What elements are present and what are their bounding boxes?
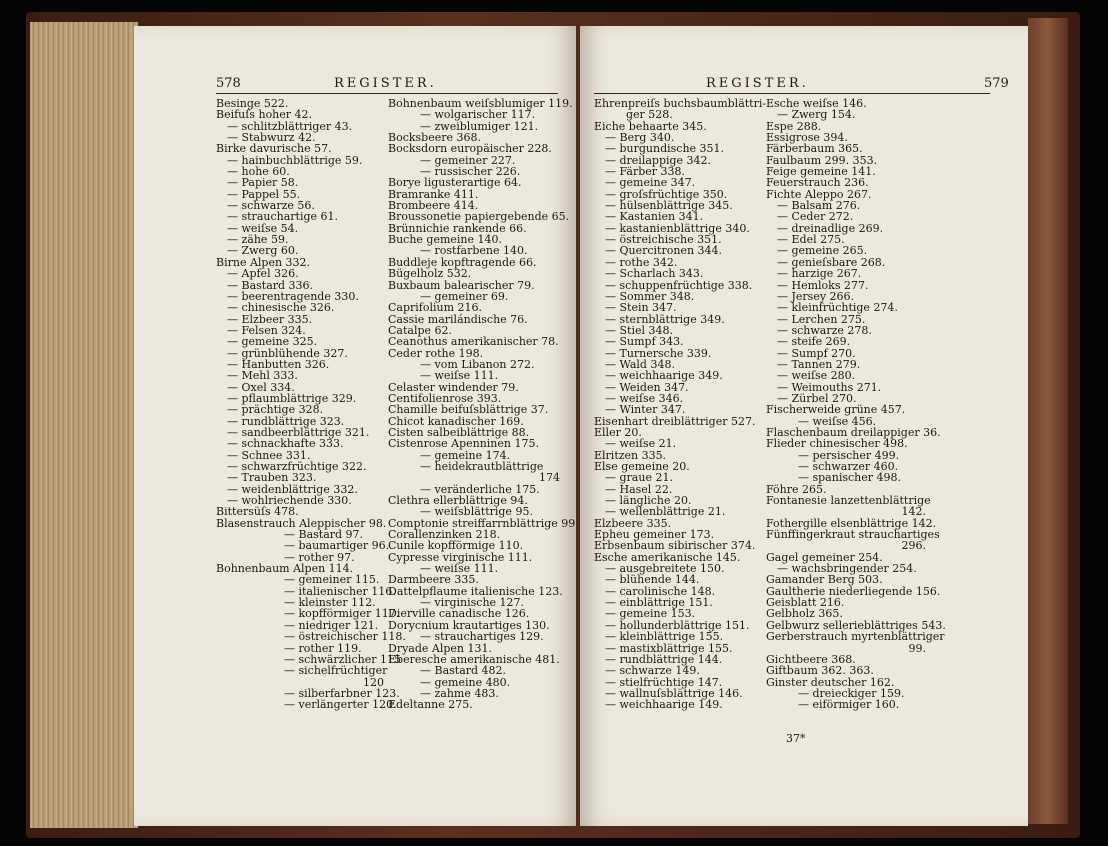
index-entry: — hainbuchblättrige 59.: [227, 153, 363, 167]
index-entry: — veränderliche 175.: [420, 482, 540, 496]
index-entry: — Sommer 348.: [605, 289, 695, 303]
index-entry: — wachsbringender 254.: [777, 562, 917, 576]
index-entry: — hohe 60.: [227, 165, 290, 179]
index-entry: Birne Alpen 332.: [216, 255, 311, 269]
index-entry: — vom Libanon 272.: [420, 357, 535, 371]
index-entry: — Mehl 333.: [227, 369, 298, 383]
index-entry: — weichhaarige 149.: [605, 698, 723, 712]
index-entry: Dierville canadische 126.: [388, 607, 530, 621]
index-entry: — burgundische 351.: [605, 142, 725, 156]
index-entry: Elzbeere 335.: [594, 516, 672, 530]
index-entry: — chinesische 326.: [227, 301, 335, 315]
index-entry: Flaschenbaum dreilappiger 36.: [766, 425, 941, 439]
index-entry: — Trauben 323.: [227, 471, 317, 485]
right-page: [580, 26, 1028, 826]
index-entry: — rostfarbene 140.: [420, 244, 528, 258]
index-entry: — Färber 338.: [605, 165, 685, 179]
index-entry: — gemeiner 115.: [284, 573, 380, 587]
index-entry: Cassie marilándische 76.: [388, 312, 528, 326]
index-entry: Eiche behaarte 345.: [594, 119, 707, 133]
index-entry: Comptonie streiffarrnblättrige 99: [388, 516, 576, 530]
index-entry: — dreieckiger 159.: [798, 686, 905, 700]
index-entry: — Bastard 482.: [420, 664, 507, 678]
index-entry: Gaultherie niederliegende 156.: [766, 584, 941, 598]
index-entry: — gemeine 347.: [605, 176, 696, 190]
header-rule-left: [216, 93, 558, 94]
index-entry: — schwarze 149.: [605, 664, 700, 678]
index-entry: Dryade Alpen 131.: [388, 641, 492, 655]
index-entry: — weiſse 54.: [227, 221, 299, 235]
index-entry: — einblättrige 151.: [605, 596, 713, 610]
index-entry: — prächtige 328.: [227, 403, 324, 417]
index-entry: Buche gemeine 140.: [388, 233, 503, 247]
index-entry: Chamille beifuſsblättrige 37.: [388, 403, 549, 417]
index-entry: Bocksdorn europäischer 228.: [388, 142, 552, 156]
index-entry: Chicot kanadischer 169.: [388, 414, 524, 428]
index-entry: — Hasel 22.: [605, 482, 673, 496]
index-entry: — verlängerter 120.: [284, 698, 397, 712]
index-entry: Caprifolium 216.: [388, 301, 483, 315]
index-entry: Epheu gemeiner 173.: [594, 528, 715, 542]
index-entry: — rundblättrige 323.: [227, 414, 345, 428]
index-column-right-1: [594, 98, 766, 711]
index-entry: — Berg 340.: [605, 131, 675, 145]
index-entry: — silberfarbner 123.: [284, 686, 400, 700]
index-entry: — ausgebreitete 150.: [605, 562, 725, 576]
index-entry: — zähe 59.: [227, 233, 289, 247]
index-entry: — Weimouths 271.: [777, 380, 882, 394]
index-entry: — harzige 267.: [777, 267, 862, 281]
index-entry: — niedriger 121.: [284, 618, 379, 632]
index-entry: Flieder chinesischer 498.: [766, 437, 908, 451]
index-entry: Dorycnium krautartiges 130.: [388, 618, 550, 632]
index-entry: — sichelfrüchtiger: [284, 664, 388, 678]
page-edges-right: [1028, 18, 1068, 824]
index-entry: Celaster windender 79.: [388, 380, 519, 394]
index-entry: — beerentragende 330.: [227, 289, 359, 303]
index-entry: — dreinadlige 269.: [777, 221, 884, 235]
index-entry: — grünblühende 327.: [227, 346, 348, 360]
index-entry: — Balsam 276.: [777, 199, 861, 213]
index-entry: Fischerweide grüne 457.: [766, 403, 906, 417]
index-entry: — zahme 483.: [420, 686, 499, 700]
index-entry: Beifuſs hoher 42.: [216, 108, 313, 122]
index-entry: — Sumpf 343.: [605, 335, 684, 349]
index-entry: — eiförmiger 160.: [798, 698, 900, 712]
index-entry: — schnackhafte 333.: [227, 437, 344, 451]
index-entry: — gemeiner 69.: [420, 289, 509, 303]
index-entry: — Weiden 347.: [605, 380, 689, 394]
index-entry: — Zwerg 154.: [777, 108, 856, 122]
index-entry: — schuppenfrüchtige 338.: [605, 278, 753, 292]
index-entry: — gemeine 265.: [777, 244, 868, 258]
index-entry: — schwarzer 460.: [798, 460, 899, 473]
index-entry: Darmbeere 335.: [388, 573, 479, 587]
index-column-left-1: [216, 97, 406, 712]
index-column-left-2: [388, 97, 576, 712]
index-entry: — virginische 127.: [420, 596, 525, 610]
index-entry: — kastanienblättrige 340.: [605, 221, 750, 235]
index-entry: Besinge 522.: [216, 97, 289, 110]
index-entry: — hülsenblättrige 345.: [605, 199, 733, 213]
index-entry: Birke davurische 57.: [216, 142, 332, 156]
index-entry: — gemeine 325.: [227, 335, 318, 349]
index-entry: — persischer 499.: [798, 448, 900, 462]
index-entry: — kleinblättrige 155.: [605, 630, 724, 644]
index-entry: — heidekrautblättrige: [420, 460, 544, 473]
index-entry: Blasenstrauch Aleppischer 98.: [216, 516, 387, 530]
index-entry: — wolgarischer 117.: [420, 108, 536, 122]
index-entry: Clethra ellerblättrige 94.: [388, 494, 528, 508]
index-entry: Eberesche amerikanische 481.: [388, 652, 560, 666]
index-entry: — steife 269.: [777, 335, 851, 349]
index-entry: — weiſsblättrige 95.: [420, 505, 533, 519]
index-entry: Centifolienrose 393.: [388, 391, 502, 405]
index-entry: — groſsfrüchtige 350.: [605, 187, 728, 201]
index-entry: — Sumpf 270.: [777, 346, 856, 360]
index-entry: Ceanothus amerikanischer 78.: [388, 335, 559, 349]
index-entry: — schwarzfrüchtige 322.: [227, 460, 367, 473]
index-entry: — Pappel 55.: [227, 187, 301, 201]
index-entry: — kleinster 112.: [284, 596, 376, 610]
index-entry: Buddleje kopftragende 66.: [388, 255, 537, 269]
index-entry: — schwarze 56.: [227, 199, 315, 213]
index-entry: Bügelholz 532.: [388, 267, 472, 281]
index-entry: — Winter 347.: [605, 403, 686, 417]
index-entry: — rundblättrige 144.: [605, 652, 723, 666]
index-entry: — blühende 144.: [605, 573, 700, 587]
index-entry: — Papier 58.: [227, 176, 299, 190]
index-entry: — wohlriechende 330.: [227, 494, 352, 508]
index-entry: — östreichischer 118.: [284, 630, 406, 644]
index-entry: — Edel 275.: [777, 233, 845, 247]
left-page: [134, 26, 576, 826]
index-entry: — sandbeerblättrige 321.: [227, 425, 370, 439]
index-entry: — Quercitronen 344.: [605, 244, 723, 258]
index-entry: — weiſse 280.: [777, 369, 856, 383]
index-entry: Buxbaum balearischer 79.: [388, 278, 535, 292]
index-entry: Cistenrose Apenninen 175.: [388, 437, 539, 451]
index-entry: — weidenblättrige 332.: [227, 482, 358, 496]
index-entry: — baumartiger 96.: [284, 539, 390, 553]
index-entry: — italienischer 116.: [284, 584, 396, 598]
index-entry: — Stiel 348.: [605, 323, 673, 337]
index-entry: — längliche 20.: [605, 494, 692, 508]
index-entry: Brombeere 414.: [388, 199, 479, 213]
running-header-left: REGISTER.: [334, 76, 437, 91]
index-entry: — gemeine 174.: [420, 448, 511, 462]
header-rule-right: [594, 93, 990, 94]
index-entry: — wellenblättrige 21.: [605, 505, 726, 519]
index-entry: Fothergille elsenblättrige 142.: [766, 516, 937, 530]
index-entry: Fichte Aleppo 267.: [766, 187, 872, 201]
index-entry: 174: [539, 471, 560, 485]
index-entry: — gemeine 480.: [420, 675, 511, 689]
index-entry: — östreichische 351.: [605, 233, 722, 247]
index-entry: — Ceder 272.: [777, 210, 854, 224]
index-entry: Eisenhart dreiblättriger 527.: [594, 414, 756, 428]
index-entry: — strauchartige 61.: [227, 210, 339, 224]
index-entry: 99.: [908, 641, 926, 655]
index-entry: Bohnenbaum weiſsblumiger 119.: [388, 97, 573, 110]
index-entry: — schwärzlicher 115: [284, 652, 401, 666]
index-entry: — weiſse 346.: [605, 391, 684, 405]
index-entry: — graue 21.: [605, 471, 673, 485]
index-entry: — weiſse 21.: [605, 437, 677, 451]
page-number-right: 579: [984, 76, 1009, 91]
page-edges-left: [30, 22, 138, 828]
signature-mark: 37*: [786, 732, 806, 745]
index-entry: — stielfrüchtige 147.: [605, 675, 723, 689]
index-entry: — schlitzblättriger 43.: [227, 119, 353, 133]
index-entry: — mastixblättrige 155.: [605, 641, 733, 655]
index-entry: — weichhaarige 349.: [605, 369, 723, 383]
index-entry: Bittersüſs 478.: [216, 505, 299, 519]
index-entry: Espe 288.: [766, 119, 822, 133]
index-entry: Feige gemeine 141.: [766, 165, 876, 179]
index-entry: — Scharlach 343.: [605, 267, 704, 281]
index-entry: — Bastard 97.: [284, 528, 364, 542]
index-entry: Edeltanne 275.: [388, 698, 473, 712]
index-entry: — Lerchen 275.: [777, 312, 866, 326]
index-entry: — spanischer 498.: [798, 471, 901, 485]
index-entry: — rother 119.: [284, 641, 362, 655]
index-entry: Gichtbeere 368.: [766, 652, 856, 666]
index-entry: — kleinfrüchtige 274.: [777, 301, 898, 315]
index-column-right-2: [766, 97, 946, 712]
index-entry: — schwarze 278.: [777, 323, 872, 337]
index-entry: Esche amerikanische 145.: [594, 550, 741, 564]
index-entry: — dreilappige 342.: [605, 153, 712, 167]
index-entry: — Bastard 336.: [227, 278, 314, 292]
index-entry: Gelbholz 365.: [766, 607, 843, 621]
index-entry: — carolinische 148.: [605, 584, 716, 598]
index-entry: — Zwerg 60.: [227, 244, 299, 258]
index-entry: — weiſse 111.: [420, 369, 499, 383]
index-entry: Cisten salbeiblättrige 88.: [388, 425, 530, 439]
index-entry: 120: [363, 675, 384, 689]
index-entry: Färberbaum 365.: [766, 142, 863, 156]
index-entry: Catalpe 62.: [388, 323, 453, 337]
index-entry: — strauchartiges 129.: [420, 630, 544, 644]
index-entry: Dattelpflaume italienische 123.: [388, 584, 563, 598]
index-entry: Else gemeine 20.: [594, 460, 690, 473]
index-entry: — Oxel 334.: [227, 380, 295, 394]
index-entry: — Turnersche 339.: [605, 346, 712, 360]
index-entry: — gemeiner 227.: [420, 153, 516, 167]
index-entry: — Apfel 326.: [227, 267, 299, 281]
index-entry: Bocksbeere 368.: [388, 131, 481, 145]
index-entry: — weiſse 456.: [798, 414, 877, 428]
index-entry: Geisblatt 216.: [766, 596, 845, 610]
index-entry: Elritzen 335.: [594, 448, 667, 462]
index-entry: — sternblättrige 349.: [605, 312, 725, 326]
index-entry: Cunile kopfförmige 110.: [388, 539, 524, 553]
index-entry: Esche weiſse 146.: [766, 97, 867, 110]
index-entry: — Hemloks 277.: [777, 278, 869, 292]
index-entry: Essigrose 394.: [766, 131, 848, 145]
index-entry: Gamander Berg 503.: [766, 573, 883, 587]
index-entry: Eller 20.: [594, 425, 642, 439]
index-entry: — rother 97.: [284, 550, 355, 564]
index-entry: Gelbwurz sellerieblättriges 543.: [766, 618, 946, 632]
index-entry: — Stein 347.: [605, 301, 677, 315]
index-entry: Ehrenpreiſs buchsbaumblättri-: [594, 97, 767, 110]
index-entry: Borye ligusterartige 64.: [388, 176, 522, 190]
index-entry: — weiſse 111.: [420, 562, 499, 576]
index-entry: Corallenzinken 218.: [388, 528, 501, 542]
index-entry: — kopfförmiger 117.: [284, 607, 400, 621]
index-entry: Cypresse virginische 111.: [388, 550, 533, 564]
index-entry: — wallnuſsblättrige 146.: [605, 686, 743, 700]
index-entry: — Tannen 279.: [777, 357, 861, 371]
index-entry: Bramranke 411.: [388, 187, 479, 201]
index-entry: — Hanbutten 326.: [227, 357, 330, 371]
index-entry: — hollunderblättrige 151.: [605, 618, 750, 632]
index-entry: Bohnenbaum Alpen 114.: [216, 562, 354, 576]
index-entry: — rothe 342.: [605, 255, 678, 269]
index-entry: Feuerstrauch 236.: [766, 176, 869, 190]
index-entry: Fünffingerkraut strauchartiges: [766, 528, 940, 542]
index-entry: Gerberstrauch myrtenblättriger: [766, 630, 945, 644]
index-entry: Ginster deutscher 162.: [766, 675, 895, 689]
index-entry: Faulbaum 299. 353.: [766, 153, 878, 167]
index-entry: — Elzbeer 335.: [227, 312, 313, 326]
index-entry: — zweiblumiger 121.: [420, 119, 539, 133]
index-entry: — Zürbel 270.: [777, 391, 857, 405]
index-entry: — russischer 226.: [420, 165, 521, 179]
index-entry: Giftbaum 362. 363.: [766, 664, 874, 678]
index-entry: Ceder rothe 198.: [388, 346, 484, 360]
index-entry: 142.: [901, 505, 926, 519]
index-entry: Föhre 265.: [766, 482, 827, 496]
index-entry: — Jersey 266.: [777, 289, 855, 303]
index-entry: Gagel gemeiner 254.: [766, 550, 883, 564]
index-entry: — pflaumblättrige 329.: [227, 391, 357, 405]
index-entry: Erbsenbaum sibirischer 374.: [594, 539, 756, 553]
running-header-right: REGISTER.: [706, 76, 809, 91]
index-entry: Broussonetie papiergebende 65.: [388, 210, 570, 224]
index-entry: — gemeine 153.: [605, 607, 696, 621]
index-entry: Brünnichie rankende 66.: [388, 221, 527, 235]
index-entry: — Stabwurz 42.: [227, 131, 316, 145]
index-entry: — Kastanien 341.: [605, 210, 704, 224]
index-entry: — Schnee 331.: [227, 448, 311, 462]
index-entry: — Wald 348.: [605, 357, 675, 371]
page-number-left: 578: [216, 76, 241, 91]
index-entry: — genieſsbare 268.: [777, 255, 886, 269]
index-entry: ger 528.: [626, 108, 673, 122]
index-entry: Fontanesie lanzettenblättrige: [766, 494, 931, 508]
index-entry: 296.: [901, 539, 926, 553]
index-entry: — Felsen 324.: [227, 323, 306, 337]
